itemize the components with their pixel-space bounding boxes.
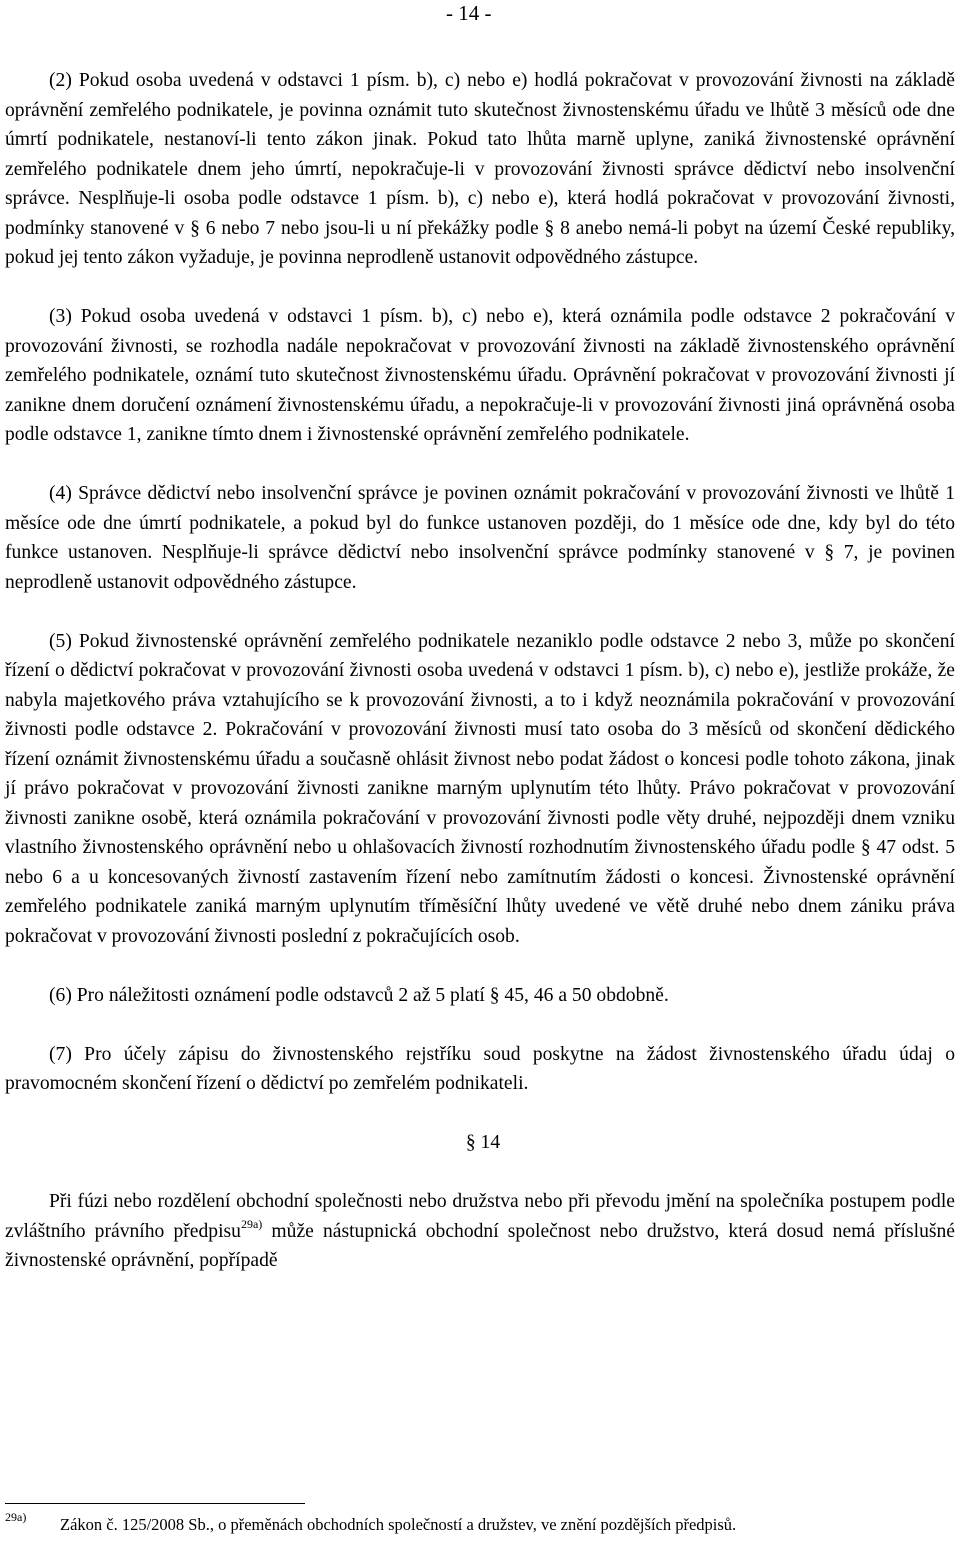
section-14-paragraph [5, 1187, 955, 1276]
section-14-text-start: Při fúzi nebo rozdělení obchodní společnosti nebo družstva nebo při převodu jmění na společníka postupem podle zvláštního právního předpisu [5, 1191, 955, 1242]
paragraph-6: (6) Pro náležitosti oznámení podle odstavců 2 až 5 platí § 45, 46 a 50 obdobně. [49, 984, 669, 1006]
footnote-reference: 29a) [240, 1216, 263, 1231]
section-heading: § 14 [465, 1132, 501, 1153]
footnote-divider [5, 1503, 305, 1504]
paragraph-3: (3) Pokud osoba uvedená v odstavci 1 písm. b), c) nebo e), která oznámila podle odstavce 2 pokračování v provozování živnosti, se rozhodla nadále nepokračovat v provozování živnosti na základě živnostenského oprávnění zemřelého podnikatele, oznámí tuto skutečnost živnostenskému úřadu. Oprávnění pokračovat v provozování živnosti jí zanikne dnem doručení oznámení živnostenskému úřadu, a nepokračuje-li v provozování živnosti jiná oprávněná osoba podle odstavce 1, zanikne tímto dnem i živnostenské oprávnění zemřelého podnikatele. [5, 306, 955, 445]
section-14-text-end: může nástupnická obchodní společnost nebo družstvo, která dosud nemá příslušné živnostenské oprávnění, popřípadě [5, 1220, 955, 1271]
paragraph-2: (2) Pokud osoba uvedená v odstavci 1 písm. b), c) nebo e) hodlá pokračovat v provozování živnosti na základě oprávnění zemřelého podnikatele, je povinna oznámit tuto skutečnost živnostenskému úřadu ve lhůtě 3 měsíců ode dne úmrtí podnikatele, nestanoví-li tento zákon jinak. Pokud tato lhůta marně uplyne, zaniká živnostenské oprávnění zemřelého podnikatele dnem jeho úmrtí, nepokračuje-li v provozování živnosti správce dědictví nebo insolvenční správce. Nesplňuje-li osoba podle odstavce 1 písm. b), c) nebo e), která hodlá pokračovat v provozování živnosti, podmínky stanovené v § 6 nebo 7 nebo jsou-li u ní překážky podle § 8 anebo nemá-li pobyt na území České republiky, pokud jej tento zákon vyžaduje, je povinna neprodleně ustanovit odpovědného zástupce. [5, 70, 955, 268]
document-body [5, 66, 955, 1276]
paragraph-4: (4) Správce dědictví nebo insolvenční správce je povinen oznámit pokračování v provozování živnosti ve lhůtě 1 měsíce ode dne úmrtí podnikatele, a pokud byl do funkce ustanoven později, do 1 měsíce ode dne, kdy byl do této funkce ustanoven. Nesplňuje-li správce dědictví nebo insolvenční správce podmínky stanovené v § 7, je povinen neprodleně ustanovit odpovědného zástupce. [5, 483, 955, 593]
paragraph-7: (7) Pro účely zápisu do živnostenského rejstříku soud poskytne na žádost živnostenského úřadu údaj o pravomocném skončení řízení o dědictví po zemřelém podnikateli. [5, 1043, 955, 1094]
page-number: - 14 - [446, 1, 492, 25]
paragraph-5: (5) Pokud živnostenské oprávnění zemřelého podnikatele nezaniklo podle odstavce 2 nebo 3, může po skončení řízení o dědictví pokračovat v provozování živnosti osoba uvedená v odstavci 1 písm. b), c) nebo e), jestliže prokáže, že nabyla majetkového práva vztahujícího se k provozování živnosti, a to i když neoznámila pokračování v provozování živnosti podle odstavce 2. Pokračování v provozování živnosti musí tato osoba do 3 měsíců od skončení dědického řízení oznámit živnostenskému úřadu a současně ohlásit živnost nebo podat žádost o koncesi podle tohoto zákona, jinak jí právo pokračovat v provozování živnosti zanikne marným uplynutím této lhůty. Právo pokračovat v provozování živnosti zanikne osobě, která oznámila pokračování v provozování živnosti podle věty druhé, nejpozději dnem vzniku vlastního živnostenského oprávnění nebo u ohlašovacích živností rozhodnutím živnostenského úřadu podle § 47 odst. 5 nebo 6 a u koncesovaných živností zastavením řízení nebo zamítnutím žádosti o koncesi. Živnostenské oprávnění zemřelého podnikatele zaniká marným uplynutím tříměsíční lhůty uvedené ve větě druhé nebo dnem zániku práva pokračovat v provozování živnosti poslední z pokračujících osob. [5, 630, 955, 947]
footnote-text: Zákon č. 125/2008 Sb., o přeměnách obchodních společností a družstev, ve znění pozdějších předpisů. [60, 1515, 737, 1534]
footnote-mark: 29a) [5, 1510, 27, 1524]
